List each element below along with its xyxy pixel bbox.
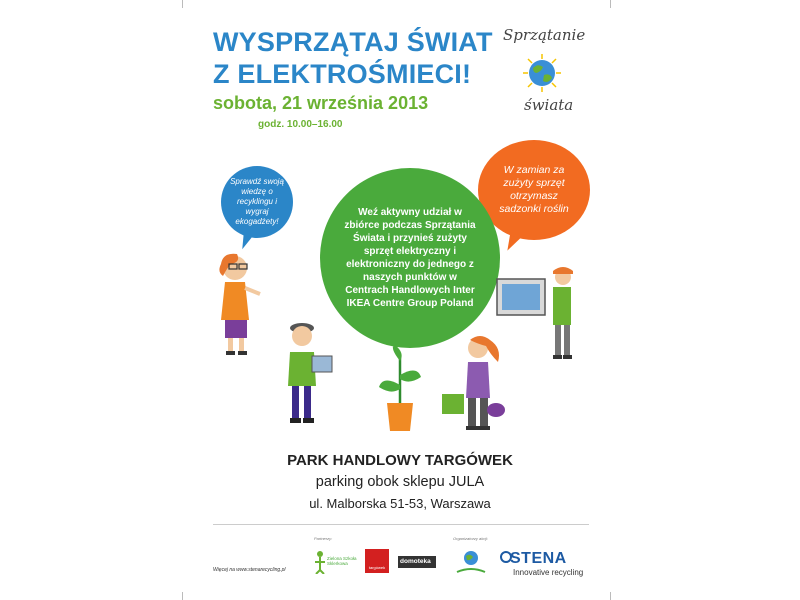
reward-bubble-text: W zamian za zużyty sprzęt otrzymasz sadzonki roślin: [499, 164, 569, 215]
partner-domoteka-text: domoteka: [400, 558, 431, 565]
stena-logo-name: STENA: [510, 550, 567, 567]
globe-icon: [522, 53, 562, 93]
partner-logo-domoteka: [398, 556, 436, 568]
quiz-bubble-text: Sprawdź swoją wiedzę o recyklingu i wygraj ekogadżety!: [230, 177, 284, 226]
footer-divider: [213, 524, 589, 525]
man-with-tv-illustration: [493, 265, 583, 365]
event-date: sobota, 21 września 2013: [213, 93, 429, 113]
crop-mark: [182, 592, 191, 600]
location-subtitle: parking obok sklepu JULA: [315, 474, 485, 490]
location-address: ul. Malborska 51-53, Warszawa: [309, 496, 491, 511]
partners-label: Partnerzy:: [314, 536, 333, 541]
event-logo-word-bottom: świata: [524, 96, 574, 114]
crop-mark: [610, 0, 619, 8]
stena-tagline: Innovative recycling: [513, 568, 584, 577]
info-bubble-text: Weź aktywny udział w zbiórce podczas Sprzątania Świata i przynieś zużyty sprzęt elektryczny i elektroniczny do jednego z naszych punktów w Centrach Handlowych Inter IKEA Centre Group Poland: [344, 207, 476, 309]
headline-line-2: Z ELEKTROŚMIECI!: [213, 59, 472, 89]
sprzatanie-swiata-small-logo-icon: [455, 546, 487, 576]
info-bubble: [320, 168, 500, 348]
plant-in-pot-illustration: [375, 345, 425, 435]
event-hours: godz. 10.00–16.00: [258, 119, 343, 130]
crop-mark: [182, 0, 191, 8]
quiz-bubble: [221, 166, 293, 238]
leaf-figure-icon: [313, 550, 327, 574]
more-info-link[interactable]: Więcej na www.stenarecycling.pl: [213, 567, 286, 573]
headline-line-1: WYSPRZĄTAJ ŚWIAT: [213, 27, 493, 57]
event-logo-word-top: Sprzątanie: [503, 26, 586, 44]
headline: [213, 26, 493, 90]
organizers-label: Organizatorzy akcji:: [453, 536, 489, 541]
partner-targowek-text: targówek: [368, 565, 386, 570]
location-title: PARK HANDLOWY TARGÓWEK: [287, 452, 513, 469]
reward-bubble: [478, 140, 590, 240]
partner-logo-targowek: [365, 549, 389, 573]
old-man-with-device-illustration: [282, 318, 342, 430]
woman-with-glasses-illustration: [205, 250, 275, 365]
partner-zielone-text: Zielona Szkoła Sklerkowa: [327, 556, 357, 566]
crop-mark: [610, 592, 619, 600]
